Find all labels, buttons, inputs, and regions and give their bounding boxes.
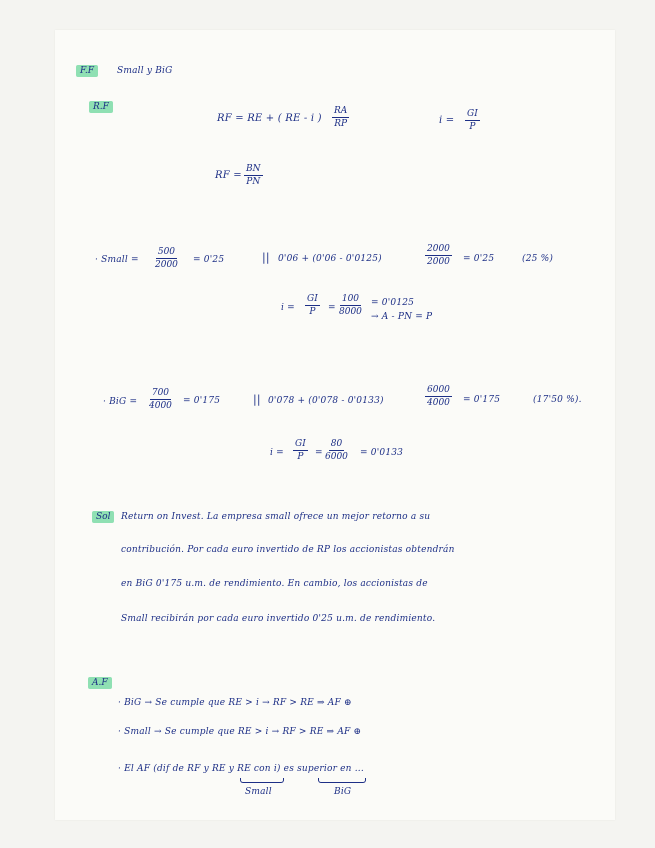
small-i-fraction1	[305, 294, 320, 317]
small-fraction	[155, 247, 178, 270]
sol-line-3: en BiG 0'175 u.m. de rendimiento. En cambio, los accionistas de	[121, 579, 428, 589]
big-label: · BiG =	[103, 397, 138, 407]
sol-line-2: contribución. Por cada euro invertido de RP los accionistas obtendrán	[121, 545, 455, 555]
small-i-result: = 0'0125	[371, 298, 415, 308]
small-expr-fraction	[425, 244, 452, 267]
af-tag: A.F	[88, 677, 112, 689]
small-result: = 0'25	[193, 255, 225, 265]
small-i-arrow: → A - PN = P	[371, 312, 433, 322]
small-i-fraction2	[339, 294, 362, 317]
underbrace-big	[318, 778, 366, 783]
fraction-denominator: 6000	[325, 452, 348, 462]
sol-tag: Sol	[92, 511, 114, 523]
fraction-numerator: GI	[307, 294, 318, 304]
header-tag: F.F	[76, 65, 98, 77]
sol-line-4: Small recibirán por cada euro invertido 0'25 u.m. de rendimiento.	[121, 614, 436, 624]
fraction-numerator: 6000	[427, 385, 450, 395]
af-line-1: · BiG → Se cumple que RE > i → RF > RE ⇒ AF ⊕	[118, 698, 352, 708]
big-expr-fraction	[425, 385, 452, 408]
big-i-fraction2	[325, 439, 348, 462]
rf-formula1-left: RF = RE + ( RE - i )	[217, 113, 322, 124]
big-fraction	[149, 388, 172, 411]
underbrace-small	[240, 778, 284, 783]
big-separator: ||	[253, 393, 261, 406]
fraction-numerator: GI	[467, 109, 478, 119]
fraction-denominator: 4000	[427, 398, 450, 408]
fraction-denominator: 8000	[339, 307, 362, 317]
brace-label-big: BiG	[334, 787, 352, 797]
sol-line-1: Return on Invest. La empresa small ofrece un mejor retorno a su	[121, 512, 431, 522]
rf-formula2-fraction	[244, 164, 263, 187]
big-i-eq: =	[315, 448, 323, 458]
fraction-denominator: PN	[246, 177, 261, 187]
fraction-denominator: 2000	[427, 257, 450, 267]
fraction-denominator: P	[309, 307, 316, 317]
fraction-numerator: 80	[330, 439, 343, 449]
notebook-page	[55, 30, 615, 820]
rf-tag: R.F	[89, 101, 113, 113]
fraction-denominator: P	[297, 452, 304, 462]
fraction-numerator: RA	[334, 106, 348, 116]
small-i-eq: =	[328, 303, 336, 313]
small-expr-pct: (25 %)	[522, 254, 554, 264]
fraction-numerator: GI	[295, 439, 306, 449]
fraction-numerator: 500	[157, 247, 176, 257]
af-line-2: · Small → Se cumple que RE > i → RF > RE ⇒ AF ⊕	[118, 727, 362, 737]
small-expr-left: 0'06 + (0'06 - 0'0125)	[278, 254, 382, 264]
big-expr-result: = 0'175	[463, 395, 501, 405]
fraction-denominator: 2000	[155, 260, 178, 270]
rf-formula2-left: RF =	[215, 170, 242, 181]
i-formula-left: i =	[439, 115, 455, 126]
big-i-left: i =	[270, 448, 284, 458]
af-line-3: · El AF (dif de RF y RE y RE con i) es superior en ...	[118, 764, 364, 774]
big-i-fraction1	[293, 439, 308, 462]
big-result: = 0'175	[183, 396, 221, 406]
big-expr-pct: (17'50 %).	[533, 395, 582, 405]
rf-formula1-fraction	[332, 106, 349, 129]
fraction-denominator: 4000	[149, 401, 172, 411]
small-i-left: i =	[281, 303, 295, 313]
i-formula-fraction	[465, 109, 480, 132]
fraction-denominator: P	[469, 122, 476, 132]
small-separator: ||	[262, 251, 270, 264]
big-i-result: = 0'0133	[360, 448, 404, 458]
fraction-numerator: 700	[151, 388, 170, 398]
small-label: · Small =	[95, 255, 139, 265]
fraction-numerator: BN	[246, 164, 261, 174]
small-expr-result: = 0'25	[463, 254, 495, 264]
header-title: Small y BiG	[117, 66, 173, 76]
fraction-numerator: 2000	[427, 244, 450, 254]
fraction-denominator: RP	[334, 119, 348, 129]
big-expr-left: 0'078 + (0'078 - 0'0133)	[268, 396, 384, 406]
fraction-numerator: 100	[341, 294, 360, 304]
brace-label-small: Small	[245, 787, 272, 797]
